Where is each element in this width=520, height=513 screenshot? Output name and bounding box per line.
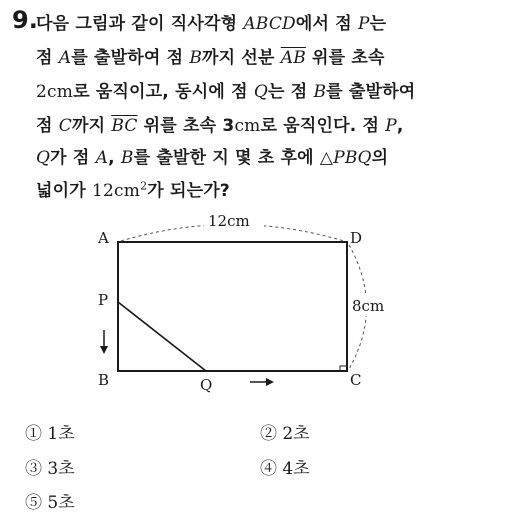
question-line-1: 다음 그림과 같이 직사각형 ABCD에서 점 P는 [36,14,387,34]
right-length-label: 8cm [352,297,385,315]
label-c: C [350,371,362,389]
label-b: B [98,371,110,389]
label-p: P [98,291,109,309]
segment-pq [118,302,206,371]
p-arrow-head [100,346,108,354]
question-line-5: Q가 점 A, B를 출발한 지 몇 초 후에 △PBQ의 [36,148,389,168]
option-1[interactable]: ① 1초 [25,424,75,444]
option-2[interactable]: ② 2초 [260,424,310,444]
problem-number: 9. [12,6,38,34]
rectangle-abcd [118,242,347,371]
option-5[interactable]: ⑤ 5초 [25,493,75,513]
label-a: A [98,229,109,247]
question-line-2: 점 A를 출발하여 점 B까지 선분 $\overline{AB}$ 위를 초속 [36,48,385,68]
top-length-label: 12cm [208,212,250,230]
q-arrow-head [266,378,274,386]
question-line-6: 넓이가 $12cm^2$가 되는가? [36,179,230,201]
question-line-3: 2cm로 움직이고, 동시에 점 Q는 점 B를 출발하여 [36,82,416,102]
option-4[interactable]: ④ 4초 [260,459,310,479]
label-q: Q [200,376,213,394]
option-3[interactable]: ③ 3초 [25,459,75,479]
question-line-4: 점 C까지 $\overline{BC}$ 위를 초속 3cm로 움직인다. 점 P, [36,116,404,136]
label-d: D [350,229,363,247]
